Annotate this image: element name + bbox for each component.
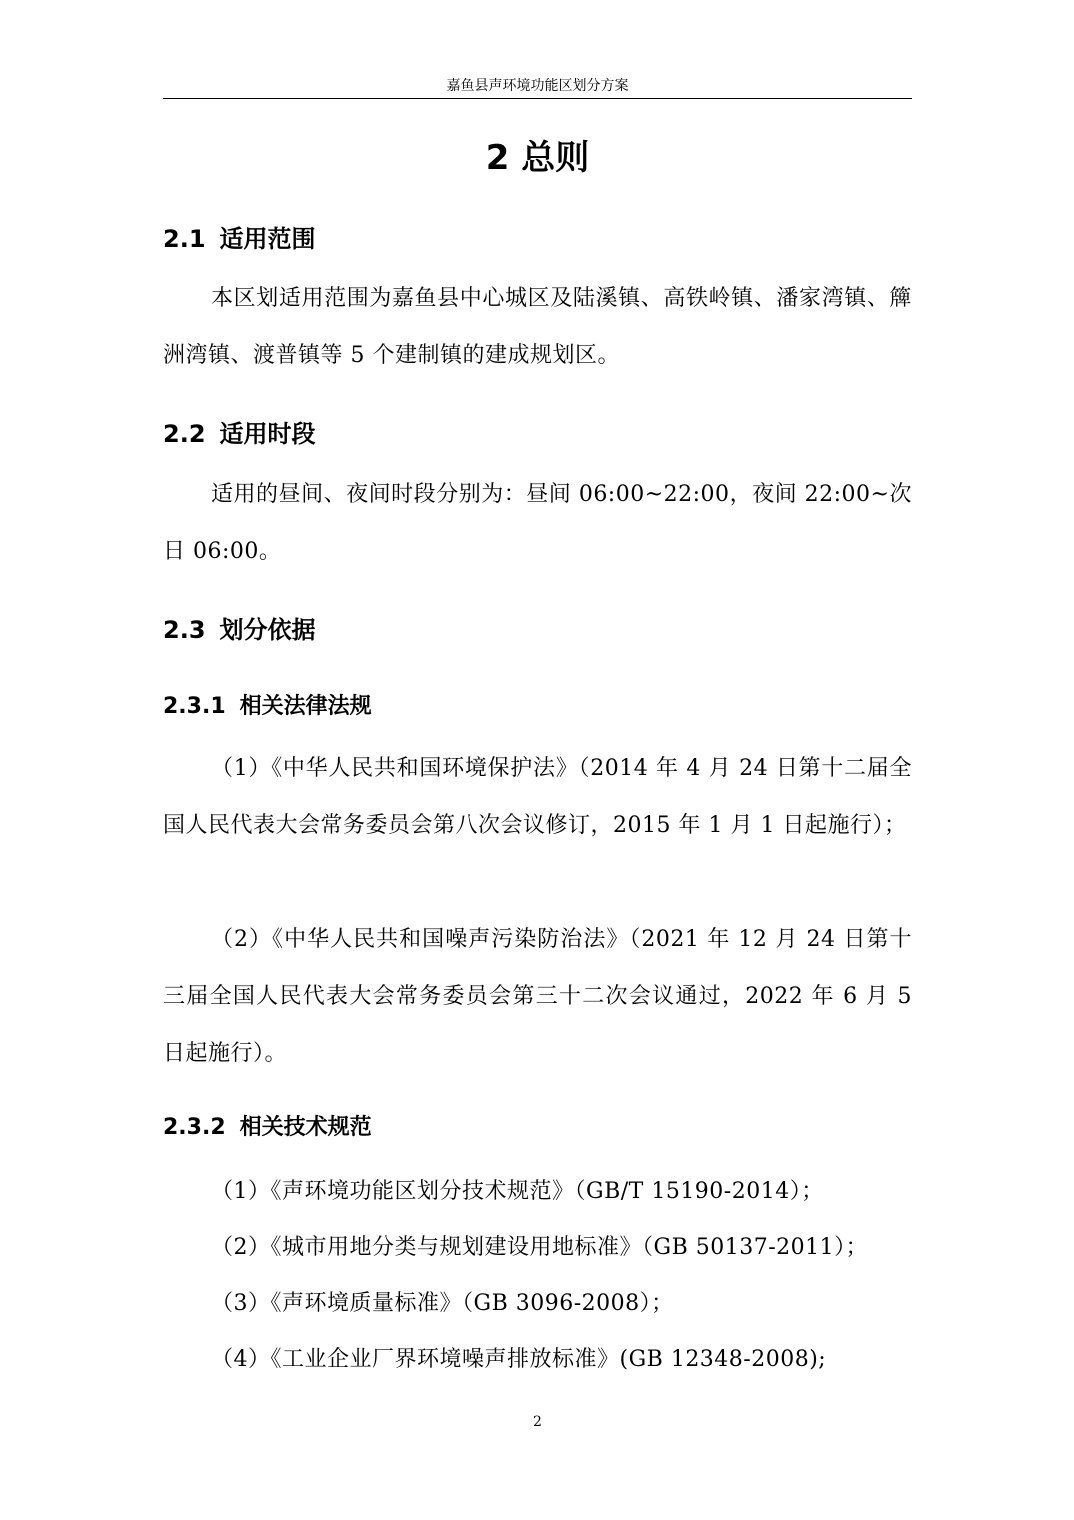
section-number: 2.1 — [163, 225, 206, 253]
standard-item-2: （2）《城市用地分类与规划建设用地标准》（GB 50137-2011）； — [211, 1235, 869, 1260]
section-title: 相关技术规范 — [239, 1115, 372, 1140]
section-heading-2-3-2 — [163, 1112, 372, 1144]
section-title: 适用时段 — [219, 420, 316, 448]
page-number: 2 — [533, 1414, 542, 1430]
standard-item-1: （1）《声环境功能区划分技术规范》（GB/T 15190-2014）； — [211, 1179, 824, 1204]
section-heading-2-1 — [163, 222, 316, 256]
paragraph-time-periods: 适用的昼间、夜间时段分别为：昼间 06:00~22:00，夜间 22:00~次日 06:00。 — [163, 482, 912, 564]
standard-item-3: （3）《声环境质量标准》（GB 3096-2008）； — [211, 1291, 674, 1316]
header-title: 嘉鱼县声环境功能区划分方案 — [446, 78, 629, 94]
law-item-1: （1）《中华人民共和国环境保护法》（2014 年 4 月 24 日第十二届全国人民代表大会常务委员会第八次会议修订，2015 年 1 月 1 日起施行）； — [163, 756, 912, 838]
paragraph-scope: 本区划适用范围为嘉鱼县中心城区及陆溪镇、高铁岭镇、潘家湾镇、簰洲湾镇、渡普镇等 5 个建制镇的建成规划区。 — [163, 286, 912, 368]
section-title: 适用范围 — [219, 225, 316, 253]
section-number: 2.3 — [163, 616, 206, 644]
law-item-2: （2）《中华人民共和国噪声污染防治法》（2021 年 12 月 24 日第十三届全国人民代表大会常务委员会第三十二次会议通过，2022 年 6 月 5 日起施行）。 — [163, 927, 912, 1066]
section-heading-2-3-1 — [163, 691, 372, 723]
page-header — [163, 74, 912, 99]
chapter-title: 2 总则 — [485, 138, 590, 178]
section-title: 相关法律法规 — [239, 694, 372, 719]
section-number: 2.3.1 — [163, 694, 226, 719]
section-heading-2-3 — [163, 613, 316, 647]
section-title: 划分依据 — [219, 616, 316, 644]
section-number: 2.2 — [163, 420, 206, 448]
section-heading-2-2 — [163, 417, 316, 451]
section-number: 2.3.2 — [163, 1115, 226, 1140]
standard-item-4: （4）《工业企业厂界环境噪声排放标准》(GB 12348-2008); — [211, 1347, 827, 1372]
